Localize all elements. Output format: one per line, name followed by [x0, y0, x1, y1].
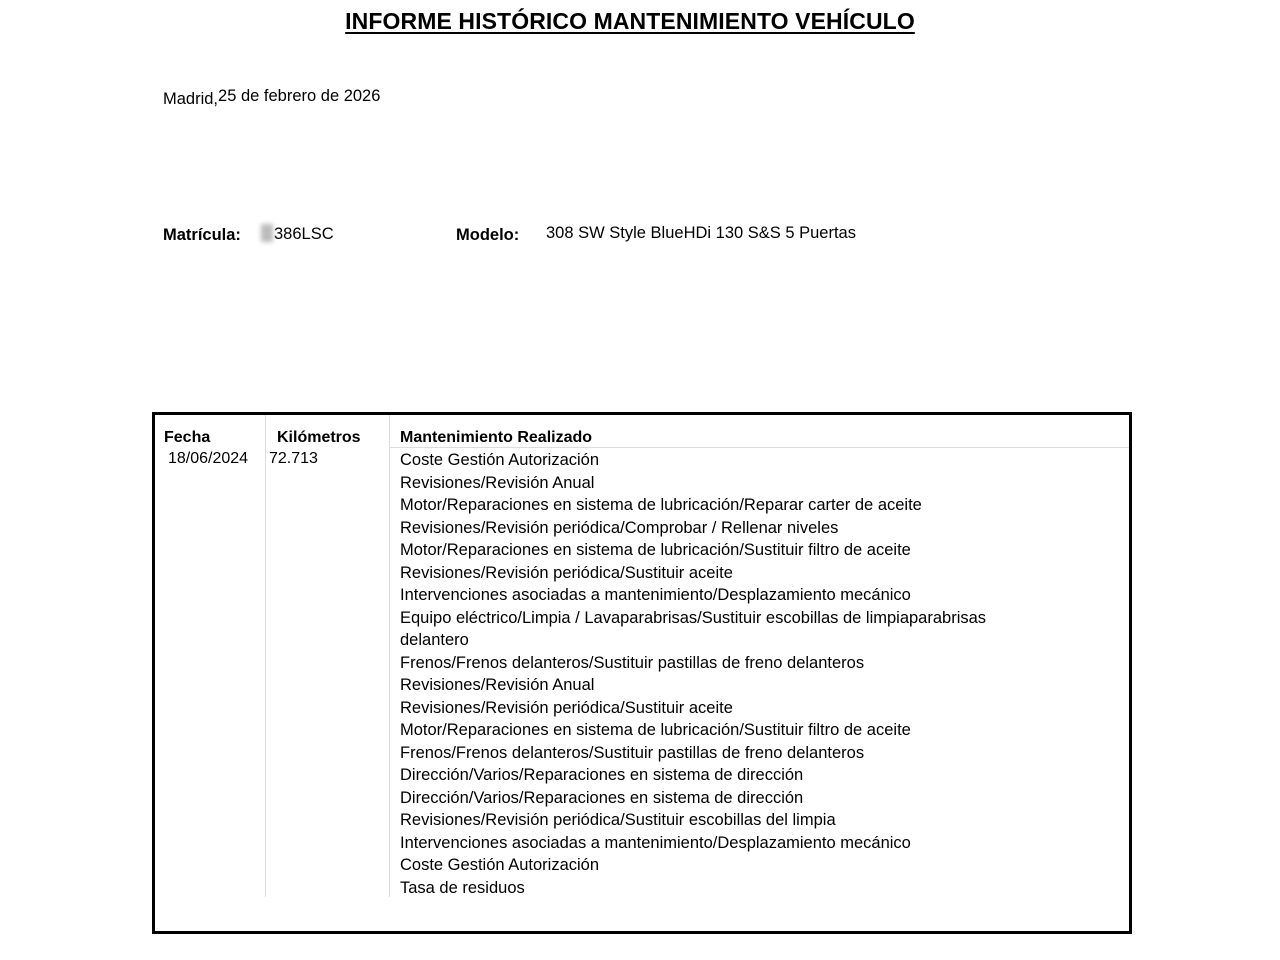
maintenance-line: Tasa de residuos: [400, 878, 525, 897]
maintenance-line: Revisiones/Revisión periódica/Sustituir aceite: [400, 563, 733, 582]
column-separator: [265, 415, 266, 897]
report-title: INFORME HISTÓRICO MANTENIMIENTO VEHÍCULO: [345, 8, 915, 34]
model-label: Modelo:: [456, 226, 520, 244]
maintenance-line: Intervenciones asociadas a mantenimiento/Desplazamiento mecánico: [400, 833, 911, 852]
maintenance-line: Frenos/Frenos delanteros/Sustituir pastillas de freno delanteros: [400, 653, 865, 672]
place: Madrid,: [163, 90, 219, 108]
report-date: 25 de febrero de 2026: [218, 87, 381, 105]
maintenance-line: Revisiones/Revisión Anual: [400, 473, 595, 492]
column-header-maintenance: Mantenimiento Realizado: [400, 429, 593, 446]
maintenance-line: Revisiones/Revisión periódica/Comprobar / Rellenar niveles: [400, 518, 839, 537]
maintenance-line: Dirección/Varios/Reparaciones en sistema de dirección: [400, 766, 804, 784]
maintenance-line: Motor/Reparaciones en sistema de lubricación/Reparar carter de aceite: [400, 496, 922, 514]
maintenance-table: [152, 412, 1132, 934]
redacted-plate-prefix: [261, 224, 273, 242]
maintenance-line: Coste Gestión Autorización: [400, 856, 600, 874]
maintenance-line: Equipo eléctrico/Limpia / Lavaparabrisas/Sustituir escobillas de limpiaparabrisas: [400, 608, 987, 627]
maintenance-line: Coste Gestión Autorización: [400, 451, 600, 469]
column-separator: [389, 415, 390, 897]
plate-value-wrap: [261, 224, 334, 244]
cell-km: 72.713: [269, 450, 318, 467]
maintenance-line: Intervenciones asociadas a mantenimiento/Desplazamiento mecánico: [400, 586, 911, 604]
plate-label: Matrícula:: [163, 226, 241, 244]
plate-value: 386LSC: [274, 225, 334, 243]
place-date: [163, 88, 380, 107]
header-separator: [389, 447, 1129, 448]
cell-date: 18/06/2024: [168, 450, 249, 467]
column-header-km: Kilómetros: [277, 429, 361, 446]
maintenance-line: Revisiones/Revisión Anual: [400, 676, 595, 694]
maintenance-line: Motor/Reparaciones en sistema de lubricación/Sustituir filtro de aceite: [400, 721, 911, 739]
maintenance-list: [400, 449, 986, 899]
maintenance-line: Frenos/Frenos delanteros/Sustituir pastillas de freno delanteros: [400, 743, 865, 762]
maintenance-line: delantero: [400, 631, 469, 649]
maintenance-line: Revisiones/Revisión periódica/Sustituir aceite: [400, 698, 733, 717]
maintenance-line: Revisiones/Revisión periódica/Sustituir escobillas del limpia: [400, 811, 836, 829]
maintenance-line: Dirección/Varios/Reparaciones en sistema de dirección: [400, 788, 804, 807]
column-header-date: Fecha: [164, 429, 211, 446]
maintenance-line: Motor/Reparaciones en sistema de lubricación/Sustituir filtro de aceite: [400, 541, 911, 559]
model-value: 308 SW Style BlueHDi 130 S&S 5 Puertas: [546, 224, 856, 242]
